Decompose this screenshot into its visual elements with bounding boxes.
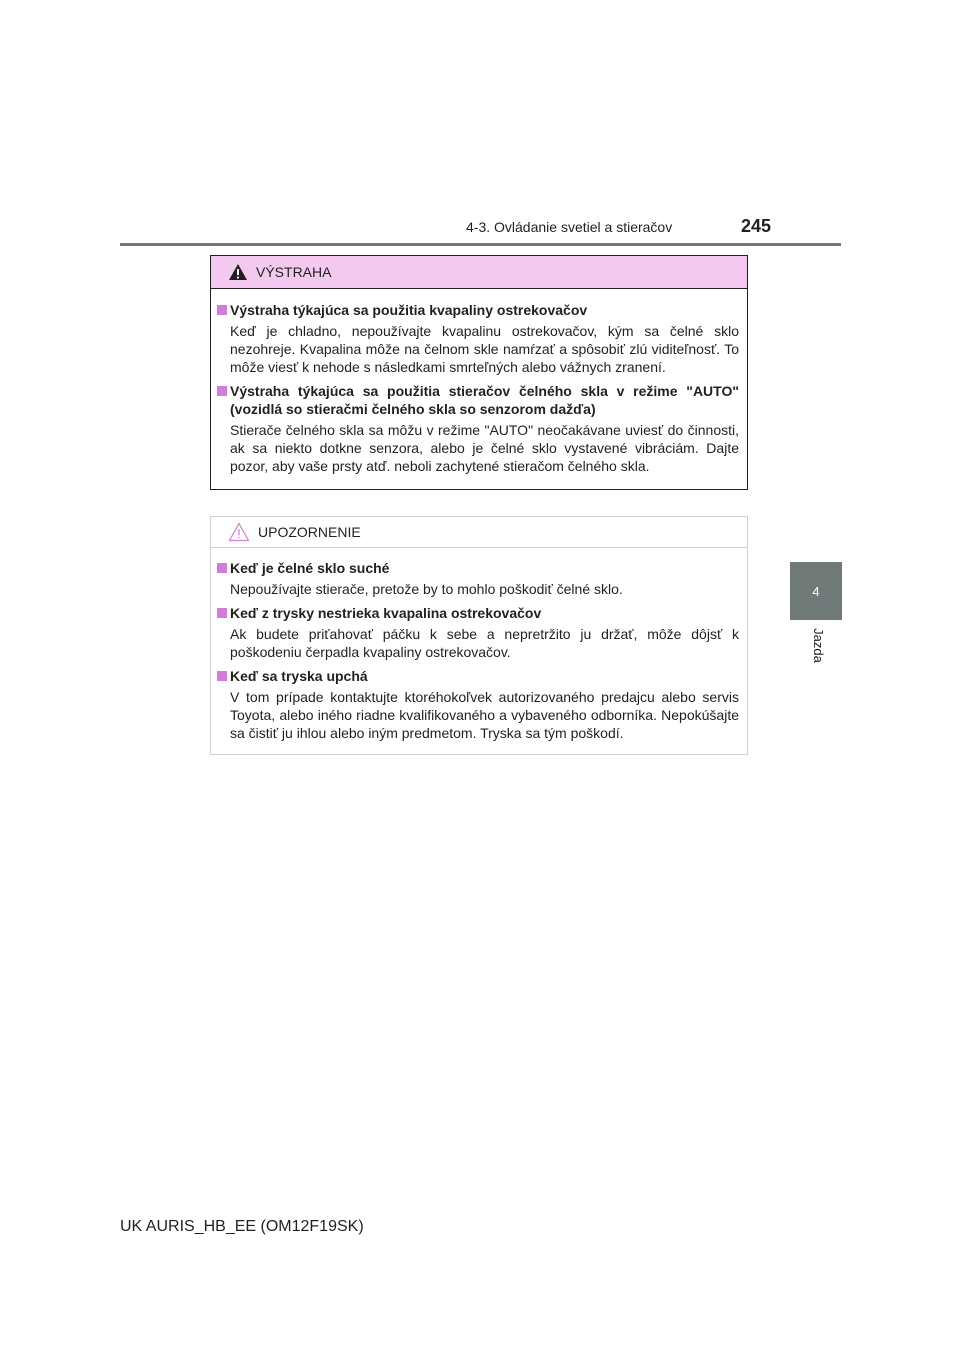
warning-item xyxy=(217,301,739,376)
caution-triangle-icon xyxy=(228,522,250,542)
caution-box xyxy=(210,516,748,755)
warning-body xyxy=(211,289,747,489)
warning-item-text: Stierače čelného skla sa môžu v režime "AUTO" neočakávane uviesť do činnosti, ak sa niekto dotkne senzora, alebo je čelné sklo vystavené vibráciám. Dajte pozor, aby vaše prsty atď. neboli zachytené stieračom čelného skla. xyxy=(230,422,739,474)
chapter-tab xyxy=(790,562,842,620)
warning-header xyxy=(211,256,747,289)
caution-item xyxy=(217,559,739,598)
bullet-square-icon xyxy=(217,608,227,618)
chapter-label-container xyxy=(808,620,828,670)
bullet-square-icon xyxy=(217,563,227,573)
warning-box xyxy=(210,255,748,490)
chapter-number: 4 xyxy=(812,583,820,599)
warning-triangle-icon xyxy=(228,263,248,281)
header-rule xyxy=(120,243,841,246)
footer-model-code: UK AURIS_HB_EE (OM12F19SK) xyxy=(120,1218,364,1235)
caution-body xyxy=(211,548,747,754)
warning-title: VÝSTRAHA xyxy=(256,264,332,280)
caution-item-text: Nepoužívajte stierače, pretože by to mohlo poškodiť čelné sklo. xyxy=(230,581,623,597)
bullet-square-icon xyxy=(217,305,227,315)
section-title: 4-3. Ovládanie svetiel a stieračov xyxy=(466,219,673,235)
warning-item-heading: Výstraha týkajúca sa použitia kvapaliny ostrekovačov xyxy=(230,302,588,318)
warning-item xyxy=(217,382,739,475)
chapter-label: Jazda xyxy=(810,627,826,663)
caution-item-heading: Keď z trysky nestrieka kvapalina ostrekovačov xyxy=(230,605,542,621)
caution-item xyxy=(217,667,739,742)
bullet-square-icon xyxy=(217,671,227,681)
caution-item-text: Ak budete priťahovať páčku k sebe a nepretržito ju držať, môže dôjsť k poškodeniu čerpadla kvapaliny ostrekovačov. xyxy=(230,626,739,660)
bullet-square-icon xyxy=(217,386,227,396)
caution-item-heading: Keď je čelné sklo suché xyxy=(230,560,390,576)
caution-title: UPOZORNENIE xyxy=(258,524,361,540)
warning-item-text: Keď je chladno, nepoužívajte kvapalinu ostrekovačov, kým sa čelné sklo nezohreje. Kvapalina môže na čelnom skle namŕzať a spôsobiť zlú viditeľnosť. To môže viesť k nehode s následkami smrteľných alebo vážnych zranení. xyxy=(230,323,739,375)
caution-header xyxy=(211,517,747,548)
caution-item xyxy=(217,604,739,661)
warning-item-heading: Výstraha týkajúca sa použitia stieračov čelného skla v režime "AUTO" (vozidlá so stieračmi čelného skla so senzorom dažďa) xyxy=(230,383,739,417)
caution-item-heading: Keď sa tryska upchá xyxy=(230,668,368,684)
page-number: 245 xyxy=(741,216,772,236)
caution-item-text: V tom prípade kontaktujte ktoréhokoľvek autorizovaného predajcu alebo servis Toyota, alebo iného riadne kvalifikovaného a vybaveného odborníka. Nepokúšajte sa čistiť ju ihlou alebo iným predmetom. Tryska sa tým poškodí. xyxy=(230,689,739,741)
